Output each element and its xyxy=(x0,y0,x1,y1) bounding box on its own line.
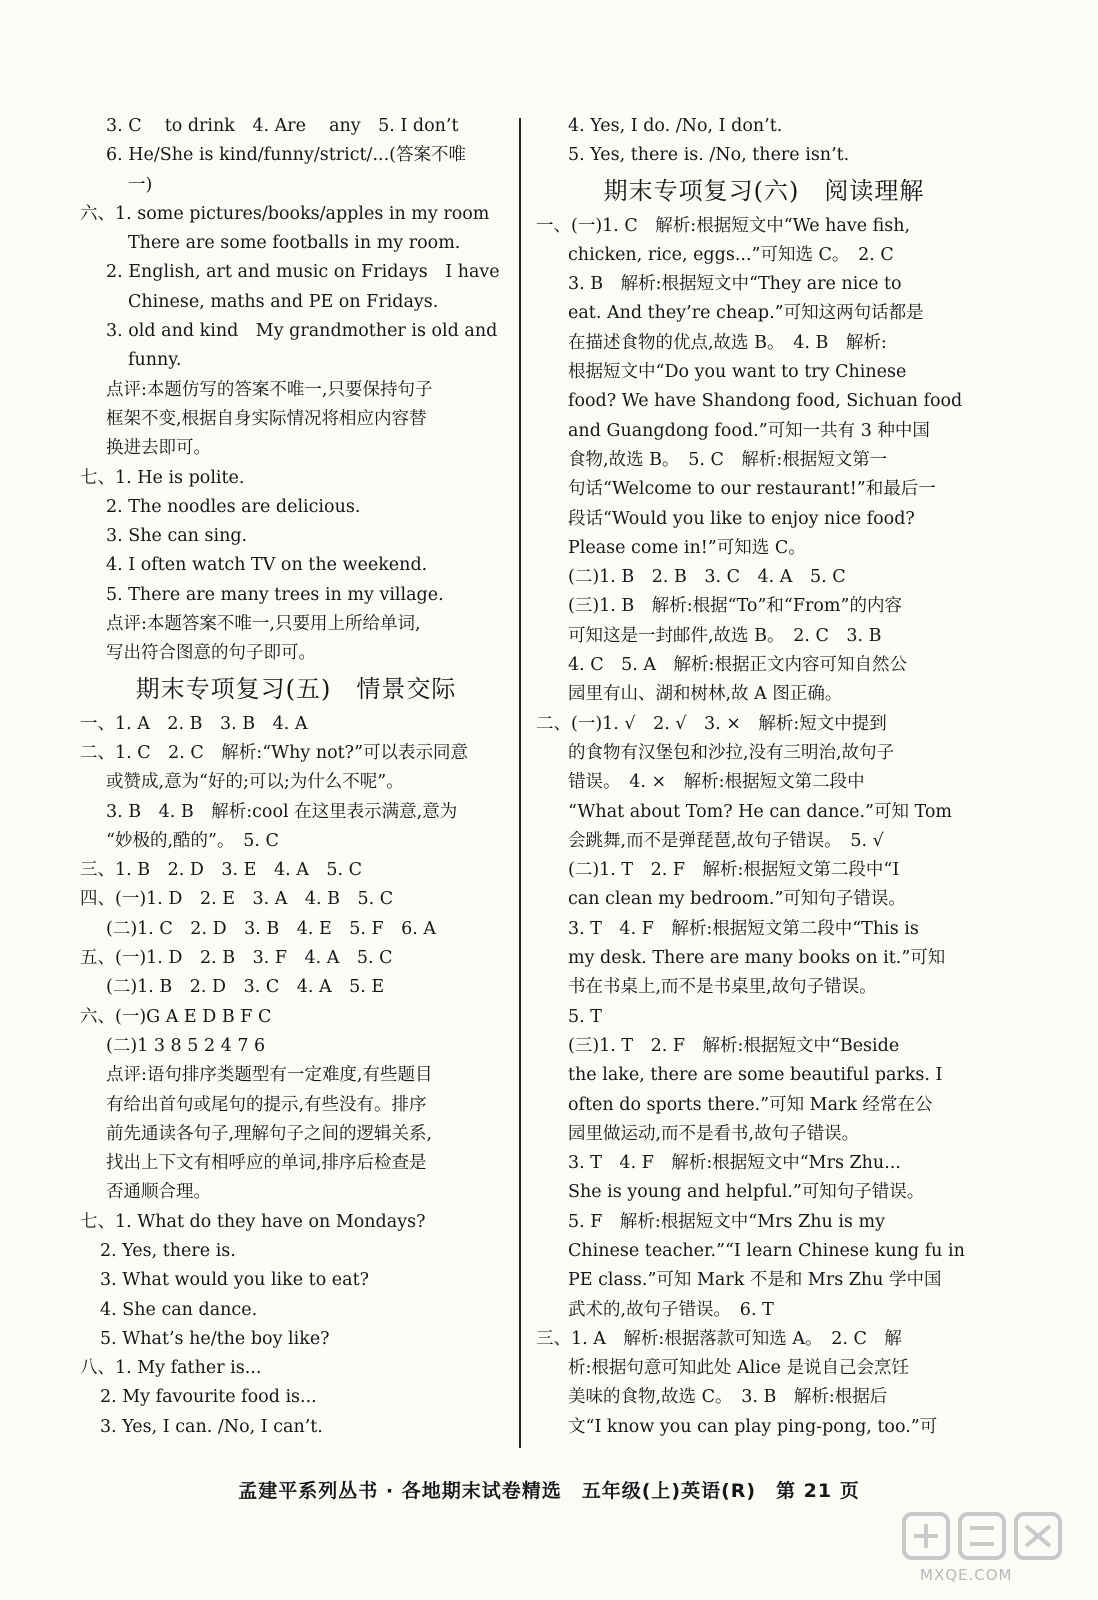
answer-line: 在描述食物的优点,故选 B。 4. B 解析: xyxy=(568,332,887,353)
left-column xyxy=(80,112,512,1442)
right-column xyxy=(536,112,970,1442)
answer-line: 3. T 4. F 解析:根据短文第二段中“This is xyxy=(568,918,919,939)
answer-line: 3. old and kind My grandmother is old and xyxy=(106,321,498,342)
watermark-icon xyxy=(898,1508,1068,1568)
answer-line: Chinese teacher.”“I learn Chinese kung fu in xyxy=(568,1240,965,1261)
answer-line: 3. B 4. B 解析:cool 在这里表示满意,意为 xyxy=(106,801,458,822)
answer-line: 3. C to drink 4. Are any 5. I don’t xyxy=(106,116,459,136)
answer-line: 五、(一)1. D 2. B 3. F 4. A 5. C xyxy=(80,948,393,969)
answer-line: 一) xyxy=(128,174,153,195)
answer-line: 4. Yes, I do. /No, I don’t. xyxy=(568,116,783,136)
answer-line: 写出符合图意的句子即可。 xyxy=(106,643,316,664)
answer-line: 四、(一)1. D 2. E 3. A 4. B 5. C xyxy=(80,889,394,910)
answer-line: 六、1. some pictures/books/apples in my room xyxy=(80,203,490,224)
answer-line: 5. F 解析:根据短文中“Mrs Zhu is my xyxy=(568,1211,885,1232)
answer-line: 三、1. A 解析:根据落款可知选 A。 2. C 解 xyxy=(536,1328,902,1349)
answer-line: 句话“Welcome to our restaurant!”和最后一 xyxy=(568,479,936,500)
answer-line: 找出上下文有相呼应的单词,排序后检查是 xyxy=(106,1153,427,1174)
answer-line: 点评:语句排序类题型有一定难度,有些题目 xyxy=(106,1065,433,1086)
answer-line: 武术的,故句子错误。 6. T xyxy=(568,1299,774,1320)
answer-line: (二)1 3 8 5 2 4 7 6 xyxy=(106,1035,266,1056)
answer-line: 5. Yes, there is. /No, there isn’t. xyxy=(568,145,850,166)
answer-line: 六、(一)G A E D B F C xyxy=(80,1006,272,1027)
answer-line: 会跳舞,而不是弹琵琶,故句子错误。 5. √ xyxy=(568,830,884,851)
answer-line: 根据短文中“Do you want to try Chinese xyxy=(568,362,907,383)
answer-line: 园里有山、湖和树林,故 A 图正确。 xyxy=(568,684,843,705)
section-heading: 期末专项复习(五) 情景交际 xyxy=(135,674,457,703)
answer-line: 换进去即可。 xyxy=(106,438,211,459)
answer-line: Please come in!”可知选 C。 xyxy=(568,537,806,558)
answer-line: 二、(一)1. √ 2. √ 3. × 解析:短文中提到 xyxy=(536,713,887,734)
answer-line: 点评:本题答案不唯一,只要用上所给单词, xyxy=(106,614,421,635)
answer-line: 前先通读各句子,理解句子之间的逻辑关系, xyxy=(106,1123,433,1144)
answer-line: 6. He/She is kind/funny/strict/...(答案不唯 xyxy=(106,145,466,166)
answer-line: my desk. There are many books on it.”可知 xyxy=(568,948,946,969)
answer-line: 错误。 4. × 解析:根据短文第二段中 xyxy=(568,772,865,793)
answer-line: 书在书桌上,而不是书桌里,故句子错误。 xyxy=(568,977,877,998)
answer-line: 3. T 4. F 解析:根据短文中“Mrs Zhu... xyxy=(568,1153,901,1174)
answer-line: 或赞成,意为“好的;可以;为什么不呢”。 xyxy=(106,772,404,793)
answer-line: 文“I know you can play ping-pong, too.”可 xyxy=(568,1416,938,1437)
answer-line: 三、1. B 2. D 3. E 4. A 5. C xyxy=(80,860,362,881)
answer-line: can clean my bedroom.”可知句子错误。 xyxy=(568,889,906,910)
answer-line: (二)1. B 2. B 3. C 4. A 5. C xyxy=(568,567,846,588)
answer-line: 5. What’s he/the boy like? xyxy=(100,1328,330,1349)
answer-line: chicken, rice, eggs...”可知选 C。 2. C xyxy=(568,244,894,265)
answer-line: There are some footballs in my room. xyxy=(128,233,461,254)
answer-line: She is young and helpful.”可知句子错误。 xyxy=(568,1182,925,1203)
answer-line: (二)1. C 2. D 3. B 4. E 5. F 6. A xyxy=(106,918,437,939)
answer-line: (二)1. T 2. F 解析:根据短文第二段中“I xyxy=(568,860,900,881)
answer-line: 4. I often watch TV on the weekend. xyxy=(106,555,428,576)
answer-line: 一、(一)1. C 解析:根据短文中“We have fish, xyxy=(536,215,911,236)
answer-line: (二)1. B 2. D 3. C 4. A 5. E xyxy=(106,977,385,998)
answer-line: 食物,故选 B。 5. C 解析:根据短文第一 xyxy=(568,449,888,470)
answer-line: funny. xyxy=(128,350,182,371)
answer-line: 4. C 5. A 解析:根据正文内容可知自然公 xyxy=(568,655,907,676)
answer-line: “What about Tom? He can dance.”可知 Tom xyxy=(568,801,952,822)
answer-line: 4. She can dance. xyxy=(100,1299,258,1320)
answer-line: 否通顺合理。 xyxy=(106,1182,211,1203)
answer-line: 七、1. What do they have on Mondays? xyxy=(80,1211,426,1232)
answer-line: 2. Yes, there is. xyxy=(100,1240,236,1261)
answer-line: 可知这是一封邮件,故选 B。 2. C 3. B xyxy=(568,625,882,646)
answer-line: the lake, there are some beautiful parks. I xyxy=(568,1065,943,1086)
answer-line: 2. The noodles are delicious. xyxy=(106,496,361,517)
answer-line: 的食物有汉堡包和沙拉,没有三明治,故句子 xyxy=(568,742,895,763)
answer-line: 5. T xyxy=(568,1006,602,1027)
answer-line: 2. English, art and music on Fridays I have xyxy=(106,262,500,283)
answer-line: 有给出首句或尾句的提示,有些没有。排序 xyxy=(106,1094,427,1115)
answer-line: 3. Yes, I can. /No, I can’t. xyxy=(100,1416,323,1437)
answer-line: 2. My favourite food is... xyxy=(100,1387,317,1408)
answer-line: 框架不变,根据自身实际情况将相应内容替 xyxy=(106,408,427,429)
answer-line: 3. What would you like to eat? xyxy=(100,1270,370,1291)
answer-line: eat. And they’re cheap.”可知这两句话都是 xyxy=(568,303,924,324)
answer-line: (三)1. T 2. F 解析:根据短文中“Beside xyxy=(568,1035,900,1056)
answer-line: “妙极的,酷的”。 5. C xyxy=(106,830,279,851)
page-footer: 孟建平系列丛书 · 各地期末试卷精选 五年级(上)英语(R) 第 21 页 xyxy=(238,1480,860,1502)
answer-line: 析:根据句意可知此处 Alice 是说自己会烹饪 xyxy=(568,1358,910,1379)
answer-line: 一、1. A 2. B 3. B 4. A xyxy=(80,713,308,734)
section-heading: 期末专项复习(六) 阅读理解 xyxy=(603,176,925,205)
answer-line: (三)1. B 解析:根据“To”和“From”的内容 xyxy=(568,596,902,617)
answer-line: 七、1. He is polite. xyxy=(80,467,245,488)
answer-line: 园里做运动,而不是看书,故句子错误。 xyxy=(568,1123,860,1144)
answer-line: often do sports there.”可知 Mark 经常在公 xyxy=(568,1094,933,1115)
answer-line: and Guangdong food.”可知一共有 3 种中国 xyxy=(568,420,930,441)
answer-line: 3. B 解析:根据短文中“They are nice to xyxy=(568,274,902,295)
answer-line: 5. There are many trees in my village. xyxy=(106,584,444,605)
answer-line: Chinese, maths and PE on Fridays. xyxy=(128,291,439,312)
watermark-text: MXQE.COM xyxy=(920,1566,1013,1584)
answer-line: 点评:本题仿写的答案不唯一,只要保持句子 xyxy=(106,379,433,400)
column-divider xyxy=(519,118,521,1448)
watermark-logo xyxy=(898,1508,1068,1586)
answer-line: 段话“Would you like to enjoy nice food? xyxy=(568,508,915,529)
answer-line: food? We have Shandong food, Sichuan food xyxy=(568,391,963,412)
answer-line: 二、1. C 2. C 解析:“Why not?”可以表示同意 xyxy=(80,742,469,763)
answer-line: 八、1. My father is... xyxy=(80,1358,262,1379)
answer-line: PE class.”可知 Mark 不是和 Mrs Zhu 学中国 xyxy=(568,1270,942,1291)
answer-line: 美味的食物,故选 C。 3. B 解析:根据后 xyxy=(568,1387,888,1408)
answer-line: 3. She can sing. xyxy=(106,526,248,547)
